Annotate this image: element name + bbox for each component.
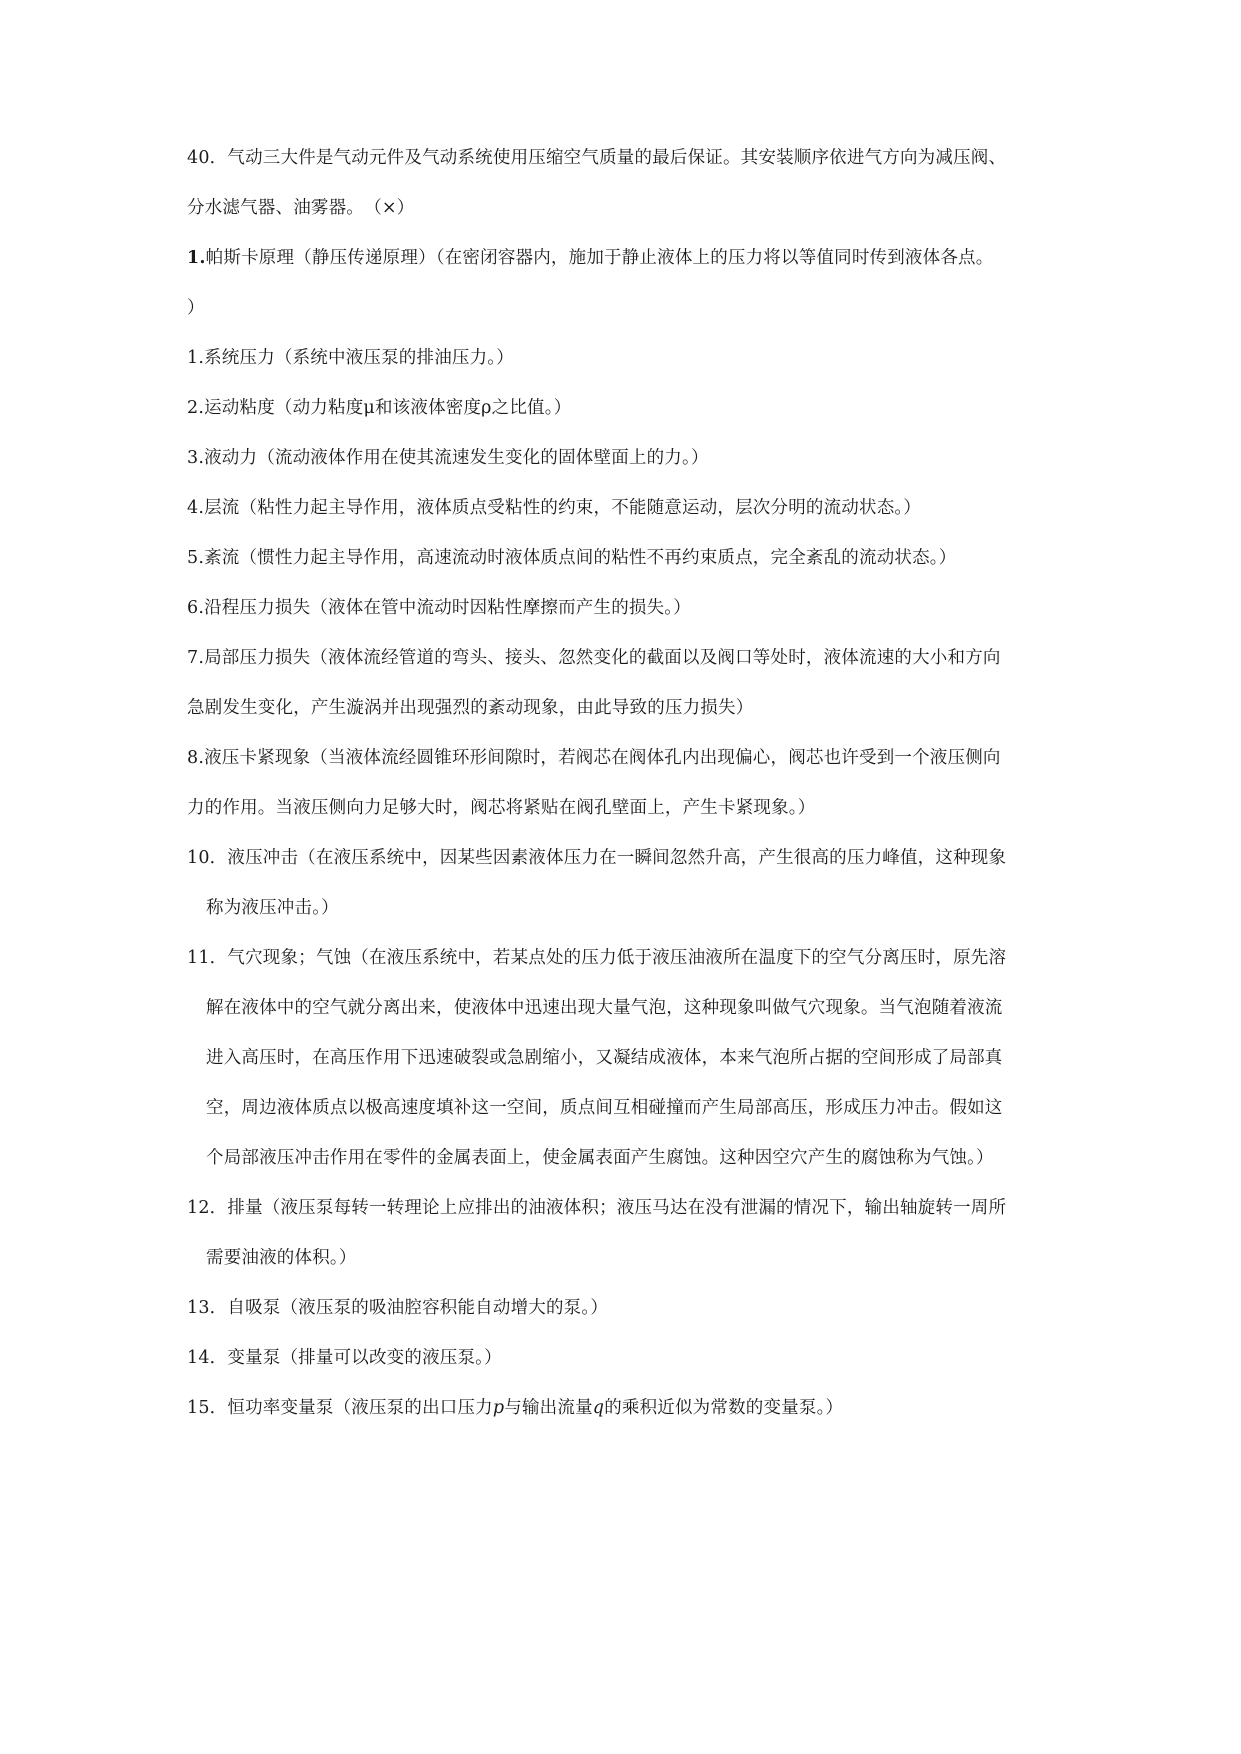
item-40-line-1 — [187, 146, 1006, 170]
item-40-text-2: 分水滤气器、油雾器。 （×） — [187, 198, 415, 218]
hydraulic-shock-line-1 — [187, 846, 1006, 870]
hydraulic-lock-text-2: 力的作用。当液压侧向力足够大时，阀芯将紧贴在阀孔壁面上，产生卡紧现象。） — [187, 798, 816, 818]
local-loss-text-1: 7.局部压力损失（液体流经管道的弯头、接头、忽然变化的截面以及阀口等处时，液体流速的大小和方向 — [187, 648, 1001, 668]
cavitation-text-4: 空，周边液体质点以极高速度填补这一空间，质点间互相碰撞而产生局部高压，形成压力冲击。假如这 — [206, 1098, 1003, 1118]
cavitation-line-1 — [187, 946, 1006, 970]
cavitation-text-1: 11．气穴现象；气蚀（在液压系统中，若某点处的压力低于液压油液所在温度下的空气分离压时，原先溶 — [187, 948, 1007, 968]
cavitation-text-3: 进入高压时，在高压作用下迅速破裂或急剧缩小，又凝结成液体，本来气泡所占据的空间形成了局部真 — [206, 1048, 1003, 1068]
variable-pump-item — [187, 1346, 502, 1370]
system-pressure-item — [187, 346, 514, 370]
kinematic-viscosity-item — [187, 396, 571, 420]
local-loss-text-2: 急剧发生变化，产生漩涡并出现强烈的紊动现象，由此导致的压力损失） — [187, 698, 754, 718]
friction-loss-item — [187, 596, 691, 620]
local-loss-line-2 — [187, 696, 753, 720]
pascal-principle-number: 1. — [187, 248, 206, 268]
constant-power-pump-text-1: 15．恒功率变量泵（液压泵的出口压力 — [187, 1398, 493, 1418]
cavitation-line-5 — [206, 1146, 994, 1170]
turbulent-flow-text: 5.紊流（惯性力起主导作用，高速流动时液体质点间的粘性不再约束质点，完全紊乱的流动状态。） — [187, 548, 957, 568]
friction-loss-text: 6.沿程压力损失（液体在管中流动时因粘性摩擦而产生的损失。） — [187, 598, 691, 618]
pascal-principle-line-1 — [187, 246, 993, 270]
flow-symbol: q — [592, 1398, 605, 1418]
constant-power-pump-item — [187, 1396, 843, 1420]
displacement-text-2: 需要油液的体积。） — [206, 1248, 357, 1268]
hydrodynamic-force-item — [187, 446, 709, 470]
pascal-principle-text: 帕斯卡原理（静压传递原理）（在密闭容器内，施加于静止液体上的压力将以等值同时传到液体各点。 — [205, 248, 994, 268]
cavitation-line-2 — [206, 996, 1003, 1020]
displacement-line-2 — [206, 1246, 357, 1270]
displacement-line-1 — [187, 1196, 1006, 1220]
hydrodynamic-force-text: 3.液动力（流动液体作用在使其流速发生变化的固体壁面上的力。） — [187, 448, 709, 468]
pressure-symbol: p — [492, 1398, 505, 1418]
hydraulic-lock-line-1 — [187, 746, 1001, 770]
self-priming-pump-text: 13．自吸泵（液压泵的吸油腔容积能自动增大的泵。） — [187, 1298, 609, 1318]
kinematic-viscosity-text: 2.运动粘度（动力粘度μ和该液体密度ρ之比值。） — [187, 398, 572, 418]
item-40-line-2 — [187, 196, 414, 220]
hydraulic-shock-line-2 — [206, 896, 339, 920]
hydraulic-lock-line-2 — [187, 796, 815, 820]
hydraulic-lock-text-1: 8.液压卡紧现象（当液体流经圆锥环形间隙时，若阀芯在阀体孔内出现偏心，阀芯也许受到一个液压侧向 — [187, 748, 1001, 768]
variable-pump-text: 14．变量泵（排量可以改变的液压泵。） — [187, 1348, 502, 1368]
laminar-flow-item — [187, 496, 921, 520]
item-40-text-1: 40．气动三大件是气动元件及气动系统使用压缩空气质量的最后保证。其安装顺序依进气方向为减压阀、 — [187, 148, 1007, 168]
hydraulic-shock-text-1: 10．液压冲击（在液压系统中，因某些因素液体压力在一瞬间忽然升高，产生很高的压力峰值，这种现象 — [187, 848, 1007, 868]
pascal-principle-closing: ） — [187, 298, 205, 318]
turbulent-flow-item — [187, 546, 956, 570]
cavitation-line-4 — [206, 1096, 1003, 1120]
pascal-principle-line-2 — [187, 296, 205, 320]
constant-power-pump-text-2: 与输出流量 — [504, 1398, 593, 1418]
cavitation-text-2: 解在液体中的空气就分离出来，使液体中迅速出现大量气泡，这种现象叫做气穴现象。当气泡随着液流 — [206, 998, 1003, 1018]
displacement-text-1: 12．排量（液压泵每转一转理论上应排出的油液体积；液压马达在没有泄漏的情况下，输出轴旋转一周所 — [187, 1198, 1007, 1218]
cavitation-text-5: 个局部液压冲击作用在零件的金属表面上，使金属表面产生腐蚀。这种因空穴产生的腐蚀称为气蚀。） — [206, 1148, 994, 1168]
local-loss-line-1 — [187, 646, 1001, 670]
self-priming-pump-item — [187, 1296, 608, 1320]
system-pressure-text: 1.系统压力（系统中液压泵的排油压力。） — [187, 348, 514, 368]
cavitation-line-3 — [206, 1046, 1003, 1070]
constant-power-pump-text-3: 的乘积近似为常数的变量泵。） — [604, 1398, 844, 1418]
laminar-flow-text: 4.层流（粘性力起主导作用，液体质点受粘性的约束，不能随意运动，层次分明的流动状态。） — [187, 498, 922, 518]
hydraulic-shock-text-2: 称为液压冲击。） — [206, 898, 339, 918]
